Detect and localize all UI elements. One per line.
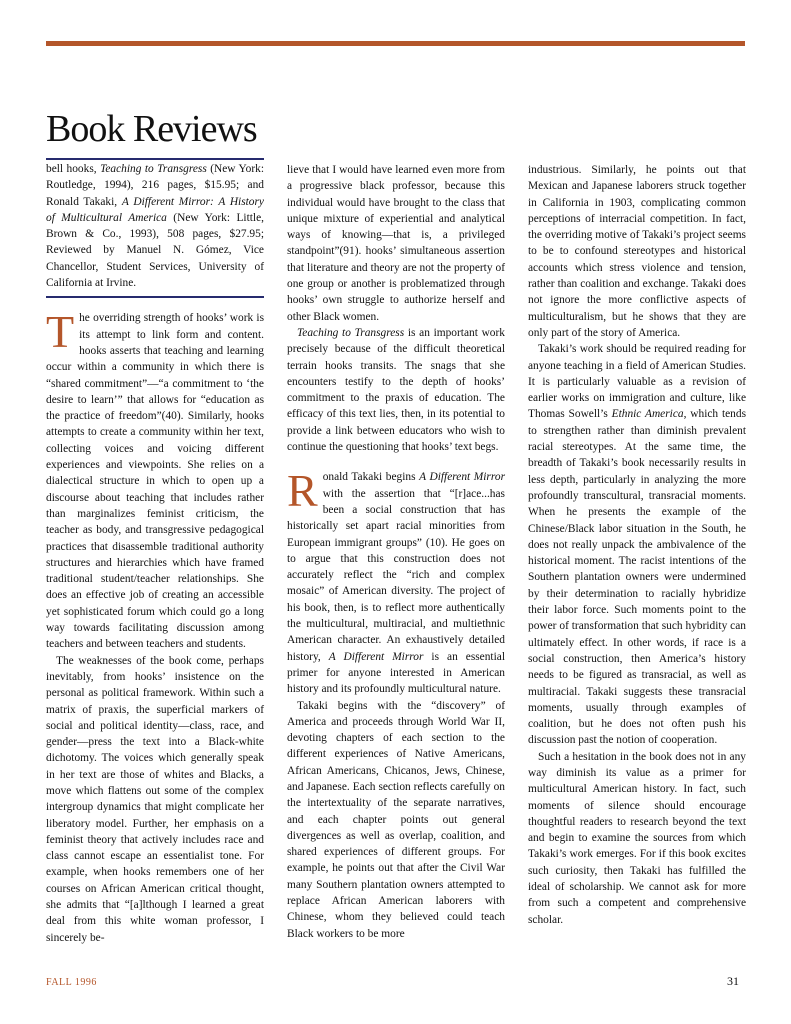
- body-text: Takaki’s work should be required reading for anyone teaching in a field of American Studies. It is particularly valuable as a revision of earlier works on immigration and culture, like Thomas Sowell’s: [528, 343, 746, 421]
- body-text: , which tends to strengthen rather than diminish prevalent racial stereotypes. At the same time, the breadth of Takaki’s book necessarily results in less depth, particularly in analyzing the more profoundly transcultural, transracial moments. When he presents the example of the Chinese/Black labor situation in the South, he does not really unpack the ambivalence of the historical moment. The racist intentions of the Southern plantation owners were undermined by their determination to racially hybridize their labor force. Such moments point to the power of transformation that such hybridity can ultimately effect. In other words, if race is a social construction, then America’s history needs to be figured as transracial, as well as multiracial. Takaki suggests these transracial moments, usually through examples of coalition, but he does not often push his discussion past the notion of cooperation.: [528, 408, 746, 747]
- italic-title-text: A Different Mirror: [328, 650, 424, 663]
- body-text: (New York: Routledge, 1994), 216 pages, $15.95; and Ronald Takaki,: [46, 163, 264, 208]
- italic-title-text: A Different Mirror: [419, 471, 506, 484]
- body-text: Takaki begins with the “discovery” of America and proceeds through World War II, devoting chapters of each section to the different experiences of Native Americans, African Americans, Chicanos, Jews, Chinese, and Japanese. Each section reflects carefully on the intertextuality of the separate narratives, and each chapter points out general divergences as well as overlap, coalition, and shared experiences of different groups. For example, he points out that after the Civil War many Southern plantation owners attempted to replace African American laborers with Chinese, whom they believed could teach Black workers to be more: [287, 699, 505, 940]
- review2-paragraph-4: [528, 341, 746, 748]
- body-text: bell hooks,: [46, 163, 101, 175]
- review1-paragraph-4: [287, 325, 505, 455]
- body-text: (New York: Little, Brown & Co., 1993), 508 pages, $27.95; Reviewed by Manuel N. Gómez, Vice Chancellor, Student Services, University of California at Irvine.: [46, 211, 264, 290]
- review2-dropcap: R: [287, 465, 318, 517]
- review1-dropcap: T: [46, 306, 75, 358]
- body-text: industrious. Similarly, he points out that Mexican and Japanese laborers struck together in California in 1903, complicating common perceptions of interracial competition. In fact, the overriding motive of Takaki’s project seems to be to confound stereotypes and historical accounts which stress violence and tension, rather than coalition and exchange. Takaki does not ignore the more conflictive aspects of multiculturalism, but he shows that they are only part of the story of America.: [528, 164, 746, 339]
- footer-issue: FALL 1996: [46, 977, 97, 988]
- review2-paragraph-3: [528, 162, 746, 341]
- italic-title-text: Ethnic America: [611, 408, 684, 421]
- italic-title-text: Teaching to Transgress: [100, 163, 207, 175]
- body-text: Such a hesitation in the book does not in any way diminish its value as a primer for multicultural American history. In fact, such moments of silence should encourage thoughtful readers to research beyond the text and begin to examine the sources from which Takaki’s work emerges. For if this book excites such curiosity, then Takaki has fulfilled the ideal of scholarship. We cannot ask for more from such a competent and comprehensive scholar.: [528, 750, 746, 926]
- body-text: is an essential primer for anyone interested in American history and its profoundly multicultural nature.: [287, 650, 505, 696]
- review2-paragraph-1: [287, 465, 506, 697]
- body-text: The weaknesses of the book come, perhaps inevitably, from hooks’ insistence on the personal as political framework. Within such a matrix of praxis, the superficial markers of social and political identity—class, race, and gender—press the text into a Black-white dichotomy. The voices which generally speak in her text are those of whites and Blacks, a move which flattens out some of the complex intergroup dynamics that might complicate her liberatory model. Further, her emphasis on a feminist theory that actively includes race and class cannot escape an essentialist tone. For example, when hooks remembers one of her courses on African American critical thought, she admits that “[a]lthough I learned a great deal from this white woman professor, I sincerely be-: [46, 654, 264, 944]
- body-text: onald Takaki begins: [322, 471, 420, 484]
- page-title: Book Reviews: [46, 108, 257, 150]
- body-text: he overriding strength of hooks’ work is its attempt to link form and content. hooks asserts that teaching and learning occur within a community in which there is “shared commitment”—“a commitment to ‘the desire to learn’” that allows for “education as the practice of freedom”(40). Similarly, hooks attempts to create a community within her text, collecting voices and voicing different experiences and viewpoints. She relies on a dialectical structure in which to open up a discourse about teaching that includes rather than marginalizes feminist criticism, the teacher as body, and transgressive pedagogical practices that disassemble traditional authority structures and hierarchies which have framed traditional student/teacher relationships. She does an effective job of creating an accessible yet sophisticated forum which could go a long way towards facilitating discussion among teachers and between teachers and students.: [46, 312, 264, 651]
- footer-page-number: 31: [727, 974, 739, 988]
- body-text: with the assertion that “[r]ace...has been a social construction that has historically set apart racial minorities from European immigrant groups” (10). He goes on to argue that this construction does not accurately reflect the “rich and complex mosaic” of American diversity. The project of his book, then, is to reflect more authentically the multicultural, multiracial, and multiethnic American character. An exhaustively detailed history,: [287, 487, 505, 663]
- review1-paragraph-3: [287, 162, 505, 325]
- review-citation: [46, 158, 264, 298]
- review1-paragraph-1: [46, 306, 264, 652]
- column-1: [46, 162, 264, 946]
- review2-paragraph-5: [528, 749, 746, 928]
- italic-title-text: A Different Mirror: A History of Multicultural America: [46, 195, 264, 224]
- column-2: [287, 162, 505, 942]
- body-text: is an important work precisely because of the difficult theoretical terrain hooks transits. The snags that she encounters testify to the depth of hooks’ commitment to the praxis of education. The efficacy of this text lies, then, in its potential to provide a link between educators who wish to continue the questioning that hooks’ text begs.: [287, 326, 505, 454]
- body-text: lieve that I would have learned even more from a progressive black professor, because this individual would have brought to the class that unique mixture of experiential and analytical ways of knowing—that is, a privileged standpoint”(91). hooks’ simultaneous assertion that literature and theory are not the property of one group or another is problematized through hooks’ own struggle to authorize herself and other Black women.: [287, 164, 505, 323]
- section-gap: [287, 455, 505, 469]
- review2-paragraph-2: [287, 698, 505, 942]
- citation-text: [46, 161, 264, 291]
- italic-title-text: Teaching to Transgress: [297, 326, 405, 339]
- top-rule: [46, 41, 745, 46]
- column-3: [528, 162, 746, 928]
- review1-paragraph-2: [46, 653, 264, 946]
